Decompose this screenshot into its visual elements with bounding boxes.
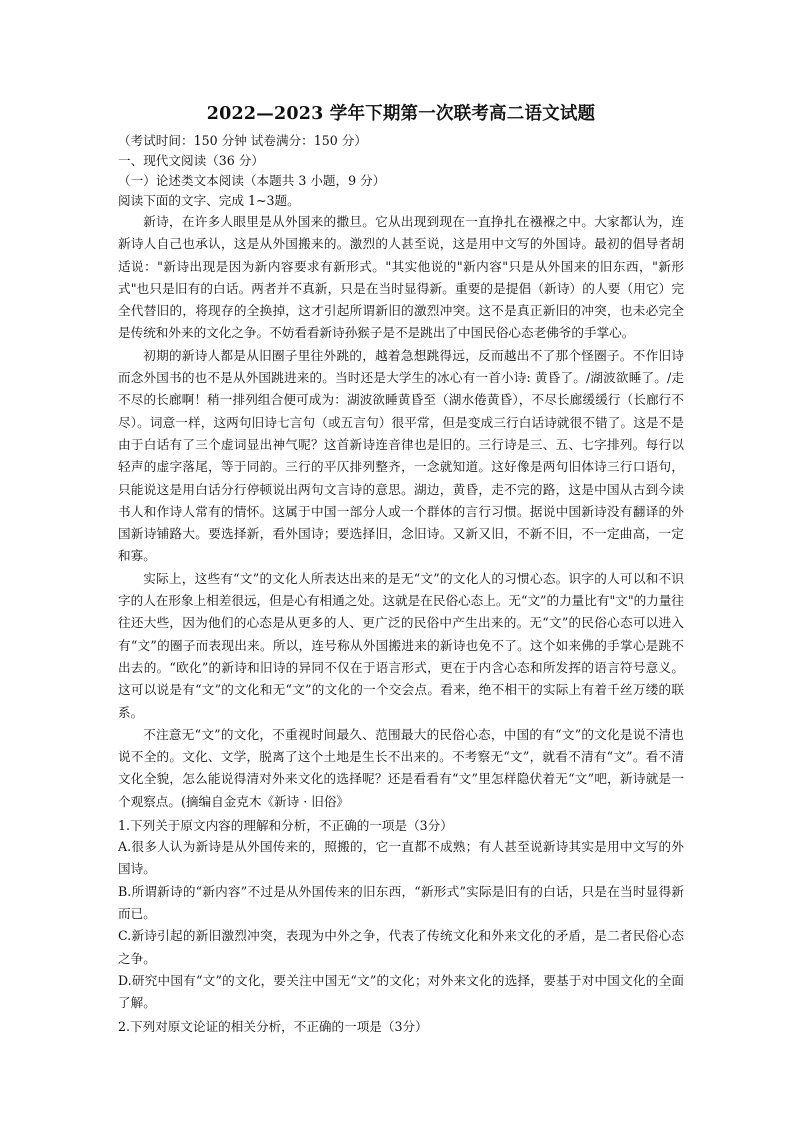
passage-paragraph-4: 不注意无“文”的文化，不重视时间最久、范围最大的民俗心态，中国的有“文”的文化是说不清也说不全的。文化、文学，脱离了这个土地是生长不出来的。不考察无“文”，就看不清有“文”。看不清文化全貌，怎么能说得清对外来文化的选择呢？还是看看有“文”里怎样隐伏着无“文”吧，新诗就是一个观察点。(摘编自金克木《新诗 · 旧俗》	[118, 726, 684, 809]
passage-paragraph-2: 初期的新诗人都是从旧圈子里往外跳的，越着急想跳得远，反而越出不了那个怪圈子。不作旧诗而念外国书的也不是从外国跳进来的。当时还是大学生的冰心有一首小诗: 黄昏了。/湖波欲睡了。/走不尽的长廊啊！稍一排列组合便可成为：湖波欲睡黄昏至（湖水倦黄昏），不尽长廊缓缓行（长廊行不尽）。词意一样，这两句旧诗七言句（或五言句）很平常，但是变成三行白话诗就很不错了。这是不是由于白话有了三个虚词显出神气呢？这首新诗连音律也是旧的。三行诗是三、五、七字排列。每行以轻声的虚字落尾，等于同韵。三行的平仄排列整齐，一念就知道。这好像是两句旧体诗三行口语句，只能说这是用白话分行停顿说出两句文言诗的意思。湖边，黄昏，走不完的路，这是中国从古到今读书人和作诗人常有的情怀。这属于中国一部分人或一个群体的言行习惯。据说中国新诗没有翻译的外国新诗铺路大。要选择新，看外国诗；要选择旧，念旧诗。又新又旧，不新不旧，不一定曲高，一定和寡。	[118, 347, 684, 564]
exam-title: 2022—2023 学年下期第一次联考高二语文试题	[206, 104, 596, 124]
question-2-stem: 2.下列对原文论证的相关分析，不正确的一项是（3分）	[118, 1019, 428, 1035]
exam-page	[118, 100, 684, 1037]
question-1-option-c: C.新诗引起的新旧激烈冲突，表现为中外之争，代表了传统文化和外来文化的矛盾，是二者民俗心态之争。	[118, 928, 684, 966]
question-1-option-d: D.研究中国有“文”的文化，要关注中国无“文”的文化；对外来文化的选择，要基于对中国文化的全面了解。	[118, 972, 684, 1011]
passage-paragraph-1: 新诗，在许多人眼里是从外国来的撒旦。它从出现到现在一直挣扎在襁褓之中。大家都认为，连新诗人自己也承认，这是从外国搬来的。激烈的人甚至说，这是用中文写的外国诗。最初的倡导者胡适说："新诗出现是因为新内容要求有新形式。"其实他说的"新内容"只是从外国来的旧东西，"新形式"也只是旧有的白话。两者并不真新，只是在当时显得新。重要的是提倡（新诗）的人要（用它）完全代替旧的，将现存的全换掉，这才引起所谓新旧的激烈冲突。这不是真正新旧的冲突，也未必完全是传统和外来的文化之争。不妨看看新诗孙猴子是不是跳出了中国民俗心态老佛爷的手掌心。	[118, 214, 684, 341]
exam-info: （考试时间：150 分钟 试卷满分：150 分）	[118, 133, 367, 148]
reading-instruction: 阅读下面的文字、完成 1~3题。	[118, 193, 300, 208]
question-1-option-b: B.所谓新诗的“新内容”不过是从外国传来的旧东西，“新形式”实际是旧有的白话，只是在当时显得新而已。	[118, 883, 684, 921]
subsection-heading: （一）论述类文本阅读（本题共 3 小题，9 分）	[118, 173, 386, 188]
passage-paragraph-3: 实际上，这些有“文”的文化人所表达出来的是无“文”的文化人的习惯心态。识字的人可以和不识字的人在形象上相差很远，但是心有相通之处。这就是在民俗心态上。无“文”的力量比有"文"的力量往往还大些，因为他们的心态是从更多的人、更广泛的民俗中产生出来的。无“文”的民俗心态可以进入有“文”的圈子而表现出来。所以，连号称从外国搬进来的新诗也免不了。这个如来佛的手掌心是跳不出去的。“欧化”的新诗和旧诗的异同不仅在于语言形式，更在于内含心态和所发挥的语言符号意义。这可以说是有“文”的文化和无“文”的文化的一个交会点。看来，绝不相干的实际上有着千丝万缕的联系。	[118, 570, 684, 720]
section-heading: 一、现代文阅读（36 分）	[118, 153, 264, 168]
question-1-stem: 1.下列关于原文内容的理解和分析，不正确的一项是（3分）	[118, 818, 453, 834]
question-1-option-a: A.很多人认为新诗是从外国传来的，照搬的，它一直都不成熟；有人甚至说新诗其实是用中文写的外国诗。	[118, 839, 684, 877]
